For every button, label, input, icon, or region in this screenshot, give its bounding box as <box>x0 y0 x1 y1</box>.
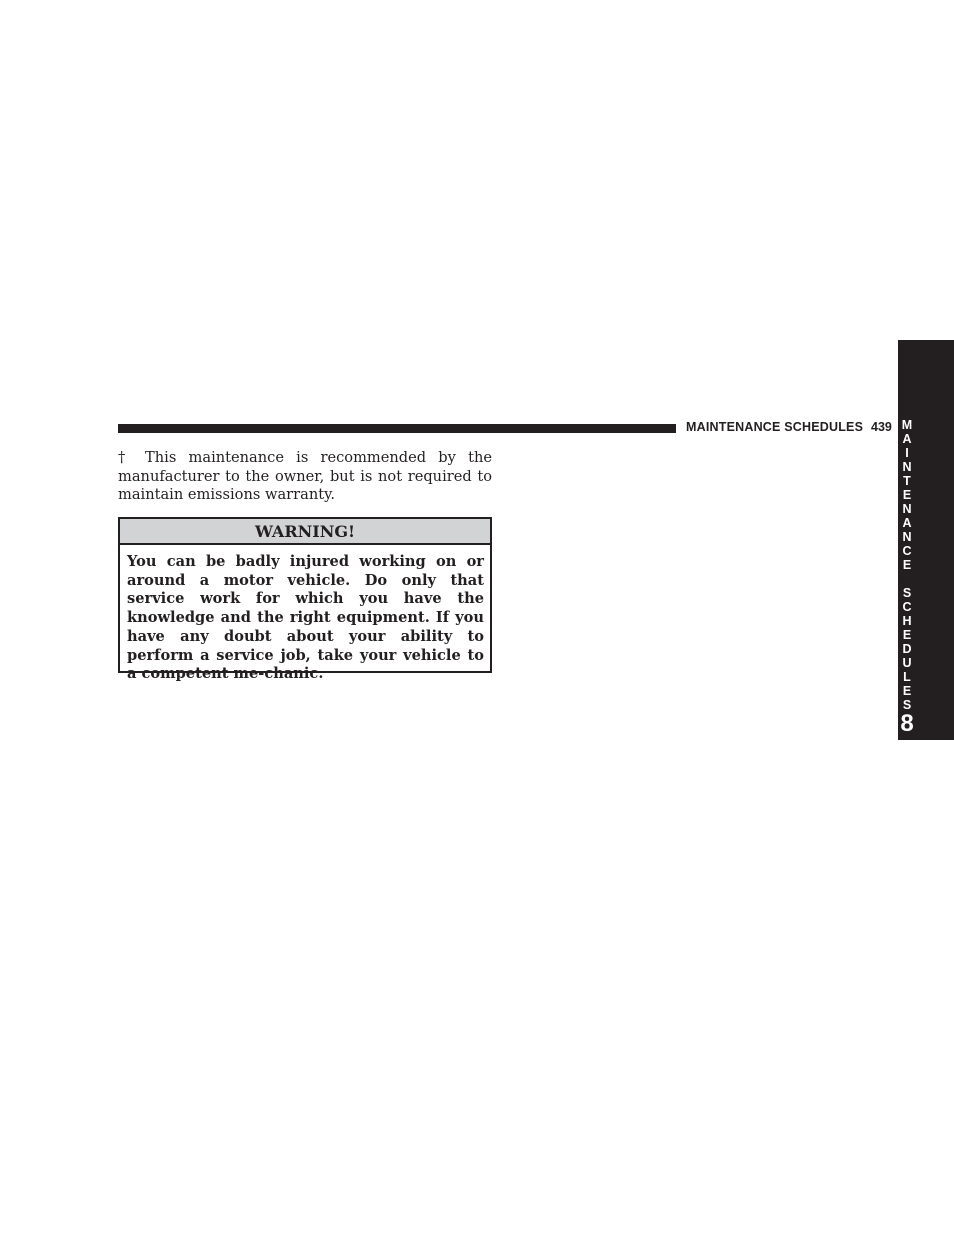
side-tab-letter: S <box>902 698 912 712</box>
side-tab-letter: C <box>902 544 912 558</box>
side-tab-letter: A <box>902 516 912 530</box>
side-tab-letter: I <box>905 446 909 460</box>
side-tab-letter: M <box>901 418 913 432</box>
warning-title: WARNING! <box>120 519 490 545</box>
side-tab-letter: A <box>902 432 912 446</box>
running-header-title: MAINTENANCE SCHEDULES <box>686 420 864 434</box>
header-rule <box>118 424 676 433</box>
side-tab-letter: L <box>903 670 911 684</box>
side-tab-letter: T <box>903 474 911 488</box>
side-tab-letter: C <box>902 600 912 614</box>
footnote-text: † This maintenance is recommended by the manufacturer to the owner, but is not required to maintain emissions warranty. <box>118 449 492 504</box>
side-tab-letter: D <box>902 642 912 656</box>
warning-box <box>118 517 492 683</box>
side-tab-letter: H <box>902 614 912 628</box>
side-tab-letter <box>896 572 918 586</box>
side-tab-letter: U <box>902 656 912 670</box>
side-tab-letter: N <box>902 460 912 474</box>
side-tab-letter: N <box>902 530 912 544</box>
chapter-number: 8 <box>900 710 914 737</box>
side-tab-letter: E <box>902 628 912 642</box>
warning-body: You can be badly injured working on or around a motor vehicle. Do only that service work for which you have the knowledge and the right equipment. If you have any doubt about your ability to perform a service job, take your vehicle to a competent me-chanic. <box>127 553 484 683</box>
side-tab-label <box>896 418 918 712</box>
side-tab-letter: S <box>902 586 912 600</box>
side-tab-letter: E <box>902 558 912 572</box>
side-tab-letter: E <box>902 488 912 502</box>
side-tab-letter: N <box>902 502 912 516</box>
page-number: 439 <box>871 420 892 434</box>
side-tab-letter: E <box>902 684 912 698</box>
